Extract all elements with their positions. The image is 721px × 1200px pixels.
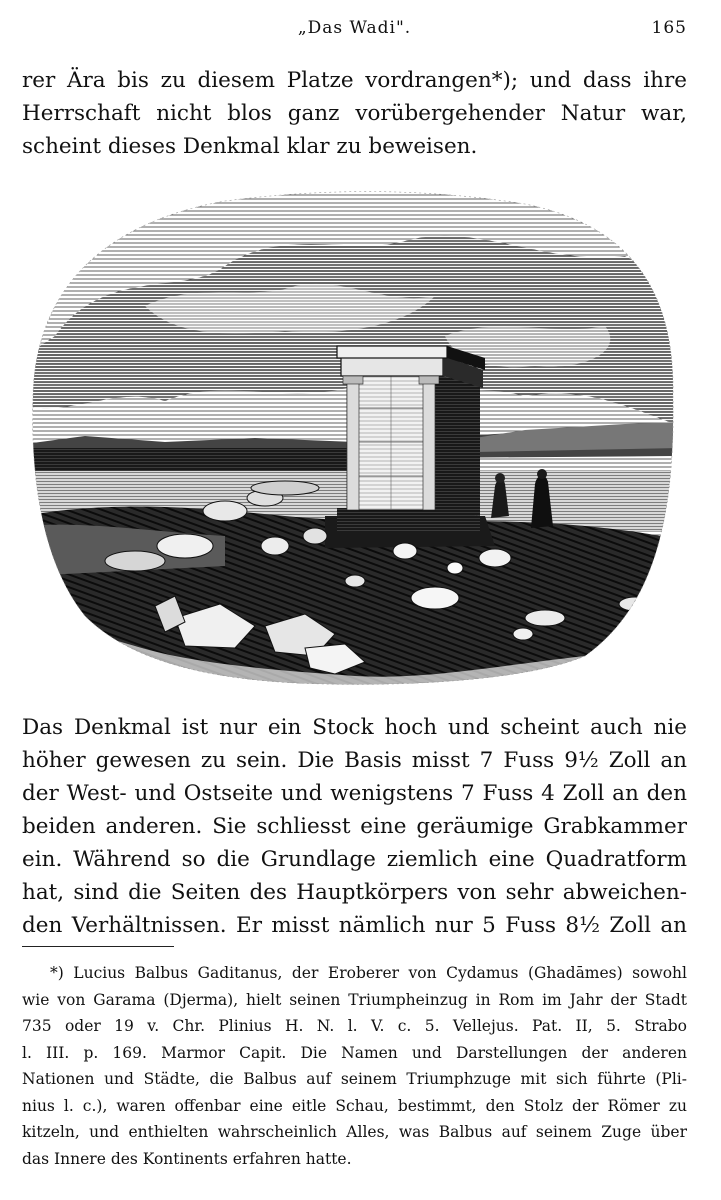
running-title: „Das Wadi". [297, 18, 412, 38]
paragraph-continued [22, 64, 687, 163]
page-number: 165 [651, 18, 687, 38]
text-line: Das Denkmal ist nur ein Stock hoch und scheint auch nie [22, 715, 687, 740]
text-line: der West- und Ostseite und wenigstens 7 Fuss 4 Zoll an den [22, 781, 687, 806]
paragraph-monument-dimensions [22, 711, 687, 942]
text-line: höher gewesen zu sein. Die Basis misst 7 Fuss 9½ Zoll an [22, 748, 687, 773]
footnote-line: *) Lucius Balbus Gaditanus, der Eroberer von Cydamus (Ghadāmes) sowohl [50, 964, 687, 982]
footnote-line: wie von Garama (Djerma), hielt seinen Triumpheinzug in Rom im Jahr der Stadt [22, 990, 687, 1009]
text-line: hat, sind die Seiten des Hauptkörpers von sehr abweichen- [22, 880, 687, 905]
footnote-line: Nationen und Städte, die Balbus auf seinem Triumphzuge mit sich führte (Pli- [22, 1070, 687, 1088]
running-head [22, 18, 687, 44]
footnote [22, 960, 687, 1172]
footnote-line: das Innere des Kontinents erfahren hatte. [22, 1149, 352, 1168]
text-line: rer Ära bis zu diesem Platze vordrangen*); und dass ihre [22, 68, 687, 93]
text-line: den Verhältnissen. Er misst nämlich nur 5 Fuss 8½ Zoll an [22, 913, 687, 938]
engraving-illustration [25, 186, 680, 686]
footnote-separator [22, 946, 174, 947]
text-line: ein. Während so die Grundlage ziemlich eine Quadratform [22, 847, 687, 872]
monument-engraving [25, 186, 680, 686]
text-line: Herrschaft nicht blos ganz vorübergehender Natur war, [22, 101, 687, 126]
text-line: beiden anderen. Sie schliesst eine geräumige Grabkammer [22, 814, 687, 839]
text-line: scheint dieses Denkmal klar zu beweisen. [22, 134, 478, 159]
footnote-line: kitzeln, und enthielten wahrscheinlich Alles, was Balbus auf seinem Zuge über [22, 1123, 687, 1141]
footnote-line: nius l. c.), waren offenbar eine eitle Schau, bestimmt, den Stolz der Römer zu [22, 1096, 687, 1115]
footnote-line: l. III. p. 169. Marmor Capit. Die Namen und Darstellungen der anderen [22, 1043, 687, 1062]
monument-block [325, 346, 495, 548]
footnote-line: 735 oder 19 v. Chr. Plinius H. N. l. V. c. 5. Vellejus. Pat. II, 5. Strabo [22, 1017, 687, 1035]
